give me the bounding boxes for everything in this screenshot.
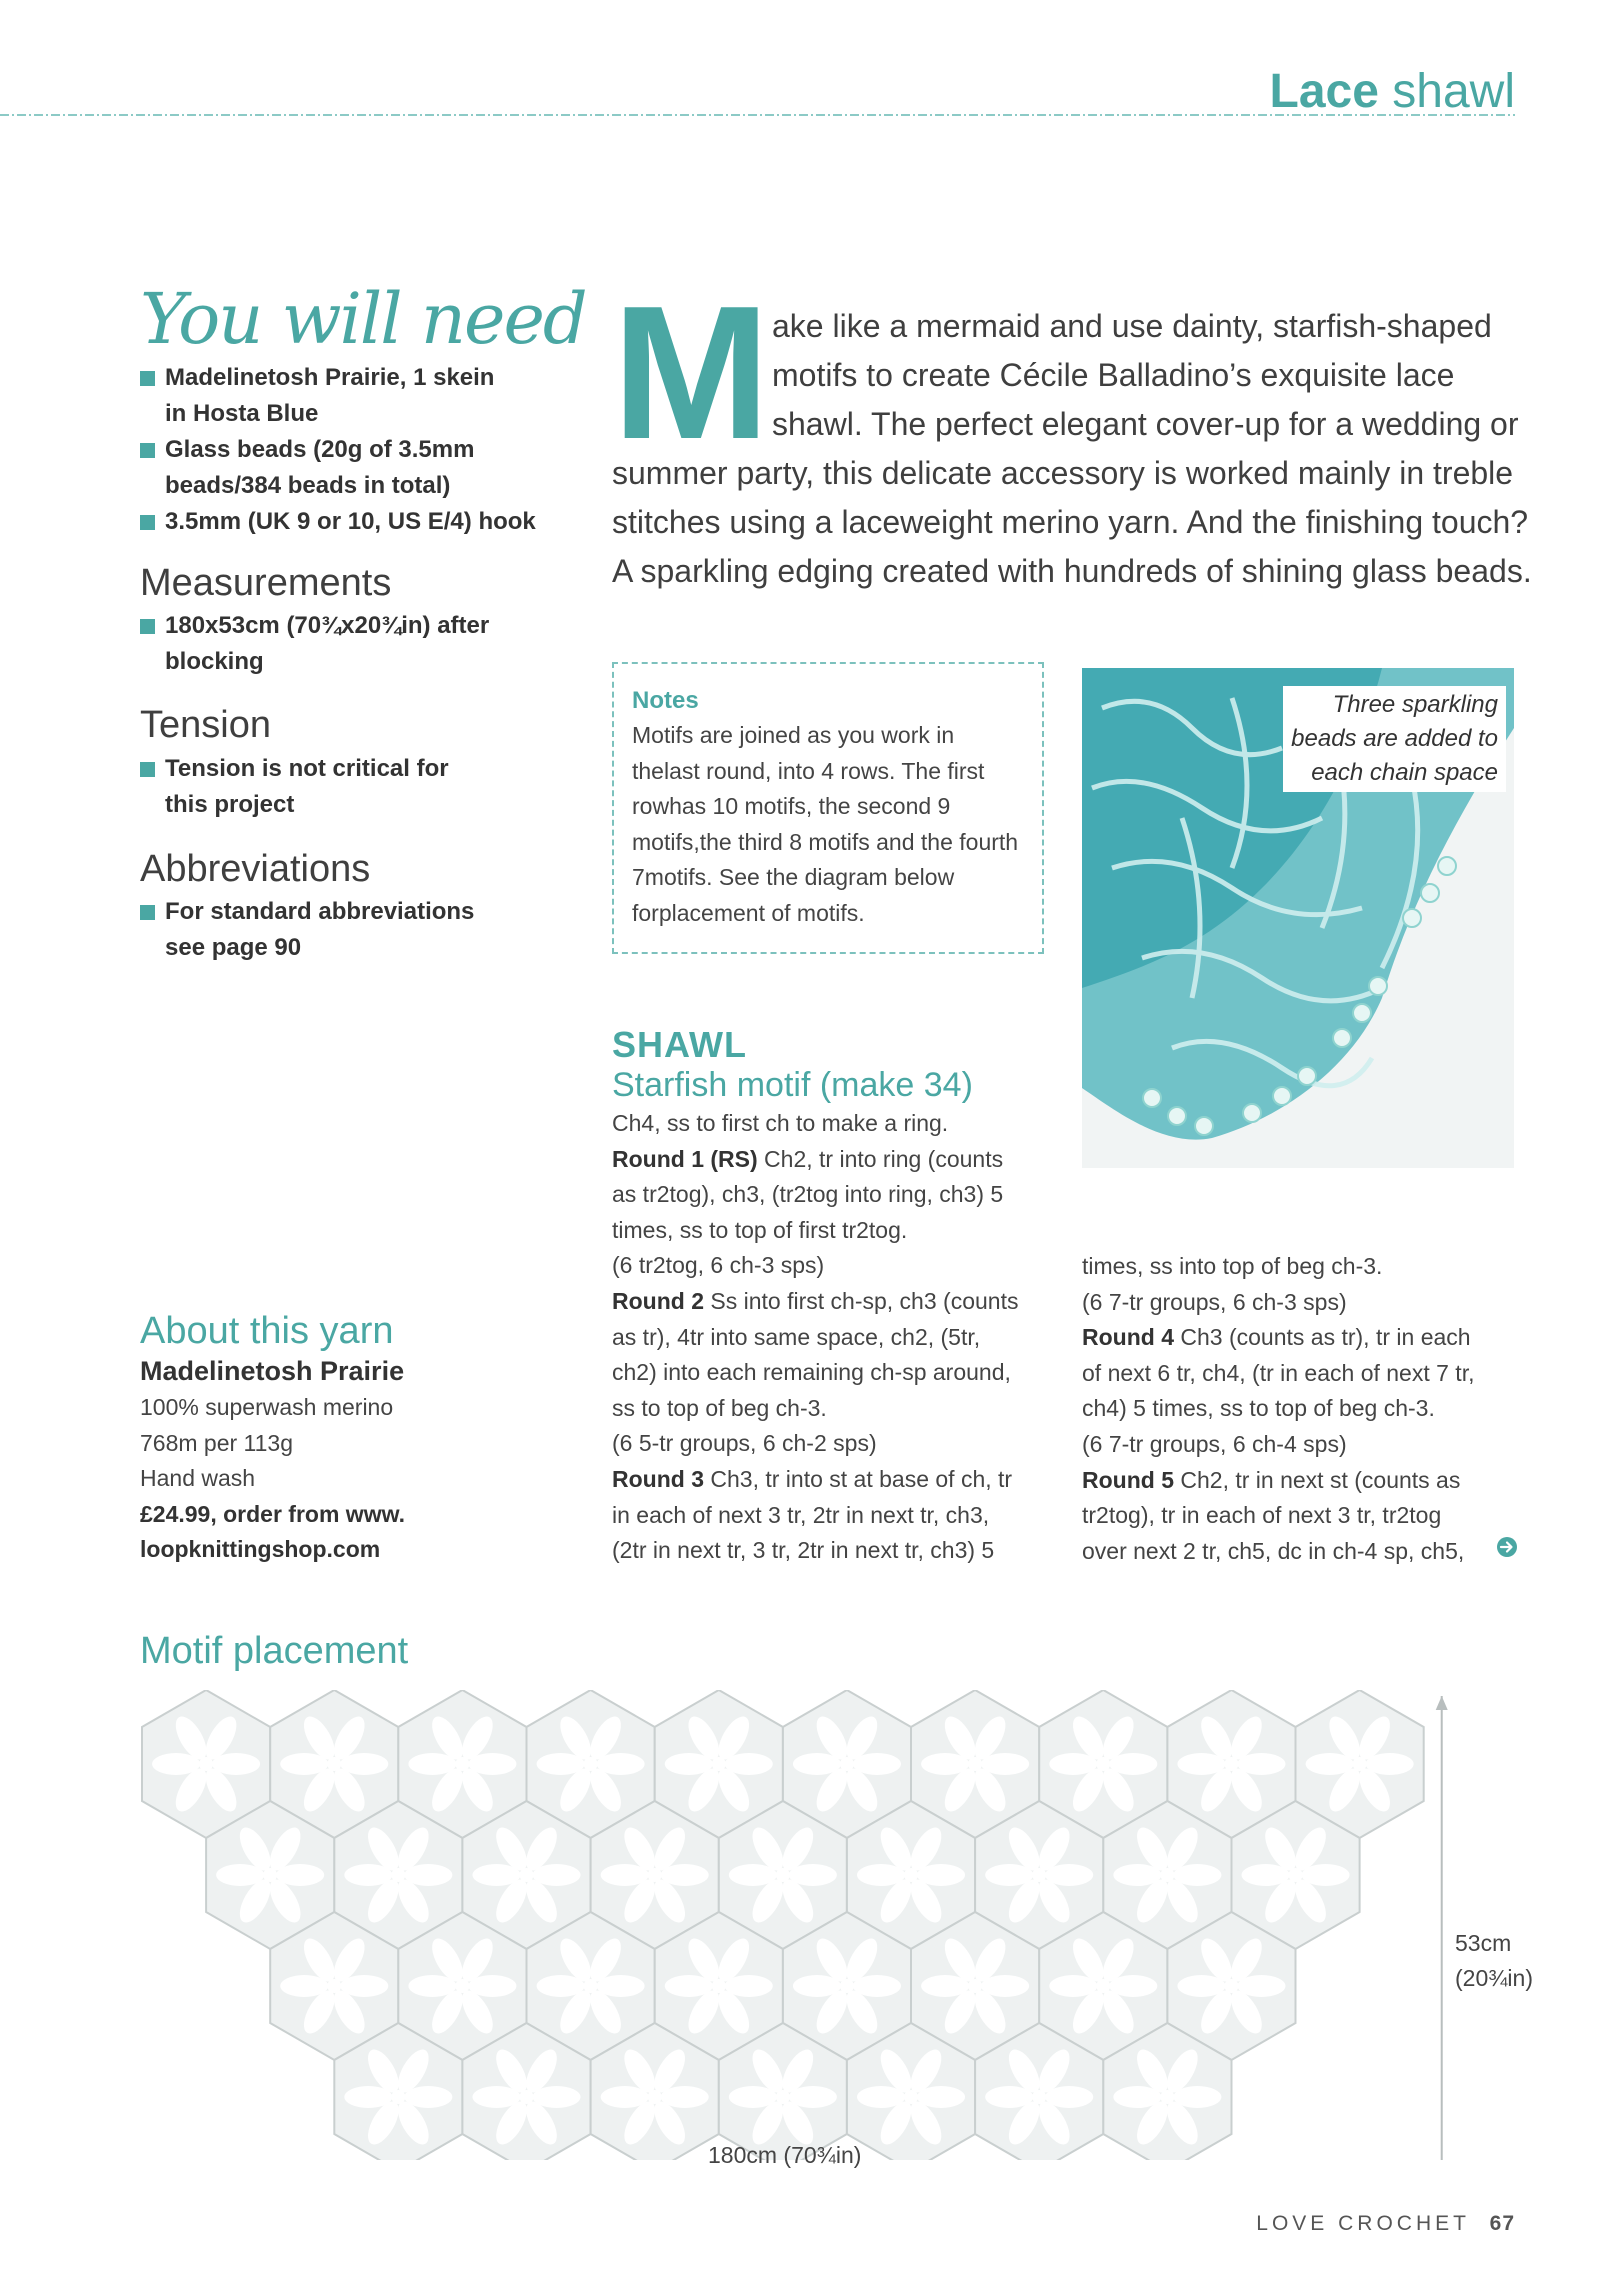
tension-list	[140, 751, 570, 823]
pattern-line	[612, 1213, 1052, 1249]
height-dimension-label	[1455, 1926, 1533, 1996]
pattern-text: over next 2 tr, ch5, dc in ch-4 sp, ch5,	[1082, 1537, 1465, 1564]
pattern-line	[612, 1355, 1052, 1391]
tension-item-line: Tension is not critical for	[165, 755, 449, 782]
pattern-text: times, ss to top of first tr2tog.	[612, 1216, 908, 1243]
pattern-line	[1082, 1249, 1522, 1285]
pattern-text: in each of next 3 tr, 2tr in next tr, ch3,	[612, 1501, 990, 1528]
caption-line: each chain space	[1311, 759, 1498, 786]
pattern-column-2	[1082, 1249, 1522, 1569]
photo-caption	[1283, 686, 1506, 792]
pattern-text: tr2tog), tr in each of next 3 tr, tr2tog	[1082, 1502, 1442, 1529]
notes-line: the third 8 motifs and the fourth 7	[632, 828, 1019, 890]
material-item-line: Madelinetosh Prairie, 1 skein	[165, 364, 495, 391]
pattern-text: (6 7-tr groups, 6 ch-3 sps)	[1082, 1288, 1347, 1315]
pattern-line	[1082, 1391, 1522, 1427]
pattern-text: (6 tr2tog, 6 ch-3 sps)	[612, 1252, 825, 1279]
tension-item	[140, 751, 570, 823]
pattern-line	[612, 1320, 1052, 1356]
pattern-text: as tr2tog), ch3, (tr2tog into ring, ch3) 5	[612, 1181, 1004, 1208]
measurements-title: Measurements	[140, 562, 392, 604]
intro-line: summer party, this delicate accessory is worked mainly in treble	[612, 455, 1514, 491]
pattern-text: Ss into first ch-sp, ch3 (counts	[704, 1287, 1019, 1314]
notes-box	[612, 662, 1044, 954]
page-number: 67	[1489, 2212, 1515, 2235]
width-dimension-label: 180cm (70¾in)	[708, 2142, 862, 2168]
pattern-column-1	[612, 1106, 1052, 1569]
motif-placement-title: Motif placement	[140, 1630, 409, 1672]
motif-placement-diagram	[130, 1690, 1550, 2160]
pattern-line	[1082, 1320, 1522, 1356]
yarn-detail-line: 100% superwash merino	[140, 1394, 394, 1420]
you-will-need-title: You will need	[140, 278, 586, 360]
header-title-rest: shawl	[1392, 65, 1515, 118]
pattern-line	[612, 1142, 1052, 1178]
page-footer	[1256, 2212, 1515, 2236]
running-header	[1270, 64, 1515, 119]
round-label: Round 4	[1082, 1324, 1174, 1351]
pattern-line	[612, 1498, 1052, 1534]
pattern-line	[1082, 1356, 1522, 1392]
materials-list	[140, 360, 570, 540]
yarn-details	[140, 1390, 405, 1568]
pattern-line	[612, 1177, 1052, 1213]
intro-line: shawl. The perfect elegant cover-up for a wedding or	[772, 406, 1519, 442]
height-arrow-head-top	[1436, 1696, 1448, 1710]
height-label-cm: 53cm	[1455, 1930, 1512, 1956]
measurement-item	[140, 608, 570, 680]
yarn-price-line: £24.99, order from www.	[140, 1500, 406, 1527]
measurement-item-line: blocking	[165, 648, 264, 675]
pattern-text: (6 7-tr groups, 6 ch-4 sps)	[1082, 1430, 1347, 1457]
header-title-bold: Lace	[1269, 65, 1379, 118]
material-item-line: 3.5mm (UK 9 or 10, US E/4) hook	[165, 508, 536, 535]
arrow-right-circle-icon	[1496, 1536, 1518, 1558]
pattern-text: (2tr in next tr, 3 tr, 2tr in next tr, ch3) 5	[612, 1537, 995, 1564]
round-label: Round 2	[612, 1287, 704, 1314]
pattern-text: ss to top of beg ch-3.	[612, 1394, 827, 1421]
caption-line: Three sparkling	[1332, 691, 1498, 718]
material-item	[140, 432, 570, 504]
yarn-name: Madelinetosh Prairie	[140, 1356, 405, 1386]
starfish-motif-heading: Starfish motif (make 34)	[612, 1066, 973, 1104]
caption-line: beads are added to	[1291, 725, 1498, 752]
notes-line: motifs. See the diagram below for	[632, 864, 955, 926]
magazine-name: LOVE CROCHET	[1256, 2212, 1470, 2235]
yarn-price-line: loopknittingshop.com	[140, 1536, 381, 1563]
abbreviations-title: Abbreviations	[140, 848, 371, 890]
intro-line: ake like a mermaid and use dainty, starfish-shaped	[772, 308, 1492, 344]
notes-title: Notes	[632, 687, 699, 714]
pattern-text: (6 5-tr groups, 6 ch-2 sps)	[612, 1430, 877, 1457]
yarn-detail-line: Hand wash	[140, 1465, 256, 1492]
intro-paragraph	[612, 302, 1532, 596]
round-label: Round 3	[612, 1465, 704, 1492]
measurement-item-line: 180x53cm (70¾x20¾in) after	[165, 612, 490, 639]
header-rule	[0, 112, 1515, 118]
pattern-line	[1082, 1427, 1522, 1463]
pattern-text: as tr), 4tr into same space, ch2, (5tr,	[612, 1323, 981, 1350]
measurements-list	[140, 608, 570, 680]
round-label: Round 1 (RS)	[612, 1145, 758, 1172]
height-label-in: (20¾in)	[1455, 1965, 1533, 1991]
material-item-line: Glass beads (20g of 3.5mm	[165, 436, 475, 463]
notes-line: last round, into 4 rows. The first row	[632, 757, 985, 819]
material-item-line: in Hosta Blue	[165, 400, 319, 427]
intro-line: A sparkling edging created with hundreds of shining glass beads.	[612, 553, 1532, 589]
drop-cap: M	[612, 267, 771, 479]
lace-photo	[1082, 668, 1514, 1168]
round-label: Round 5	[1082, 1466, 1174, 1493]
pattern-text: Ch2, tr into ring (counts	[757, 1145, 1004, 1172]
pattern-line	[612, 1391, 1052, 1427]
tension-item-line: this project	[165, 791, 295, 818]
tension-title: Tension	[140, 704, 271, 746]
material-item-line: beads/384 beads in total)	[165, 472, 451, 499]
pattern-line	[1082, 1498, 1522, 1534]
pattern-line	[612, 1284, 1052, 1320]
notes-body	[632, 718, 1024, 931]
notes-line: Motifs are joined as you work in the	[632, 722, 955, 784]
pattern-text: ch2) into each remaining ch-sp around,	[612, 1359, 1011, 1386]
notes-line: has 10 motifs, the second 9 motifs,	[632, 793, 951, 855]
pattern-line	[1082, 1534, 1522, 1570]
pattern-line	[1082, 1463, 1522, 1499]
pattern-line	[612, 1462, 1052, 1498]
abbreviation-item-line: For standard abbreviations	[165, 898, 475, 925]
pattern-text: Ch3 (counts as tr), tr in each	[1174, 1324, 1471, 1351]
pattern-text: ch4) 5 times, ss to top of beg ch-3.	[1082, 1395, 1435, 1422]
intro-line: motifs to create Cécile Balladino’s exquisite lace	[772, 357, 1455, 393]
shawl-heading: SHAWL	[612, 1024, 747, 1065]
pattern-text: Ch3, tr into st at base of ch, tr	[704, 1465, 1013, 1492]
abbreviations-list	[140, 894, 570, 966]
abbreviation-item-line: see page 90	[165, 934, 302, 961]
pattern-line	[612, 1248, 1052, 1284]
about-yarn-title: About this yarn	[140, 1310, 394, 1352]
pattern-line	[612, 1533, 1052, 1569]
pattern-text: of next 6 tr, ch4, (tr in each of next 7 tr,	[1082, 1359, 1475, 1386]
pattern-line	[612, 1426, 1052, 1462]
notes-line: placement of motifs.	[658, 899, 865, 926]
pattern-text: Ch2, tr in next st (counts as	[1174, 1466, 1461, 1493]
pattern-line	[612, 1106, 1052, 1142]
yarn-detail-line: 768m per 113g	[140, 1429, 294, 1456]
pattern-text: Ch4, ss to first ch to make a ring.	[612, 1110, 949, 1136]
pattern-text: times, ss into top of beg ch-3.	[1082, 1253, 1383, 1279]
abbreviation-item	[140, 894, 570, 966]
material-item	[140, 504, 570, 540]
pattern-line	[1082, 1285, 1522, 1321]
material-item	[140, 360, 570, 432]
intro-line: stitches using a laceweight merino yarn. And the finishing touch?	[612, 504, 1529, 540]
